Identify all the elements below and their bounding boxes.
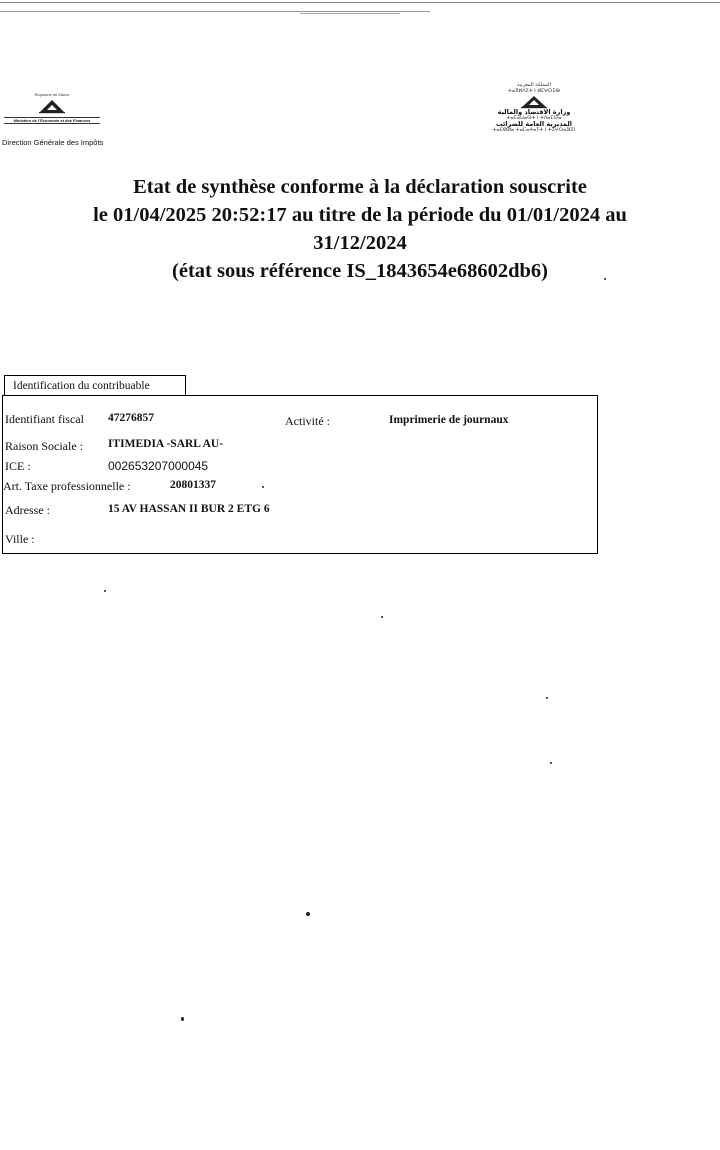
ville-label: Ville : [5, 532, 35, 546]
scan-edge-lines [0, 0, 720, 12]
kingdom-line-fr: Royaume du Maroc [34, 92, 70, 97]
section-tab-identification: Identification du contribuable [4, 375, 186, 395]
title-line-4: (état sous référence IS_1843654e68602db6) [172, 260, 548, 282]
identifiant-fiscal-label: Identifiant fiscal [5, 412, 84, 426]
ministry-line-ar: وزارة الاقتصاد والمالية [497, 108, 571, 116]
ice-value: 002653207000045 [108, 459, 209, 473]
kingdom-line-ar: المملكة المغربية [517, 82, 551, 88]
scan-speck [306, 912, 310, 916]
emblem-icon [37, 99, 67, 115]
ice-label: ICE : [5, 459, 31, 473]
scan-speck [181, 1017, 184, 1021]
dgi-logo-right [478, 82, 590, 156]
directorate-label: Direction Générale des Impôts [2, 138, 104, 147]
kingdom-line-tifinagh: ⵜⴰⴳⵍⴷⵉⵜ ⵏ ⵍⵎⵖⵔⵉⴱ [508, 88, 560, 94]
taxe-professionnelle-label: Art. Taxe professionnelle : [3, 479, 131, 493]
adresse-value: 15 AV HASSAN II BUR 2 ETG 6 [108, 503, 270, 515]
directorate-line-ar: المديرية العامة للضرائب [495, 120, 572, 128]
dgi-logo-left [2, 92, 104, 152]
document-title [0, 173, 720, 285]
emblem-icon [519, 95, 549, 109]
ministry-line-tifinagh: ⵜⴰⵎⴰⵡⴰⵙⵜ ⵏ ⵜⴷⴰⵎⵙⴰ [506, 115, 562, 121]
activite-label: Activité : [285, 414, 330, 428]
title-line-2: le 01/04/2025 20:52:17 au titre de la période du 01/01/2024 au [93, 204, 627, 226]
ministry-line-fr: Ministère de l'Économie et des Finances [4, 117, 100, 124]
adresse-label: Adresse : [5, 503, 50, 517]
title-line-1: Etat de synthèse conforme à la déclaration souscrite [133, 176, 587, 198]
directorate-line-tifinagh: ⵜⴰⵎⵀⵍⴰ ⵜⴰⵎⴰⵜⴰⵢⵜ ⵏ ⵜⵉⵖⵔⴰⴼⵉⵏ [492, 127, 576, 133]
scan-speck [550, 762, 552, 764]
raison-sociale-label: Raison Sociale : [5, 439, 83, 453]
taxe-professionnelle-value: 20801337 [170, 479, 216, 491]
scan-speck [381, 616, 383, 618]
activite-value: Imprimerie de journaux [389, 414, 509, 426]
scan-speck [546, 697, 548, 699]
scan-speck [104, 590, 106, 592]
scan-speck [604, 278, 606, 280]
raison-sociale-value: ITIMEDIA -SARL AU- [108, 438, 224, 450]
identifiant-fiscal-value: 47276857 [108, 412, 154, 424]
title-line-3: 31/12/2024 [313, 232, 407, 254]
scan-speck [262, 486, 264, 488]
